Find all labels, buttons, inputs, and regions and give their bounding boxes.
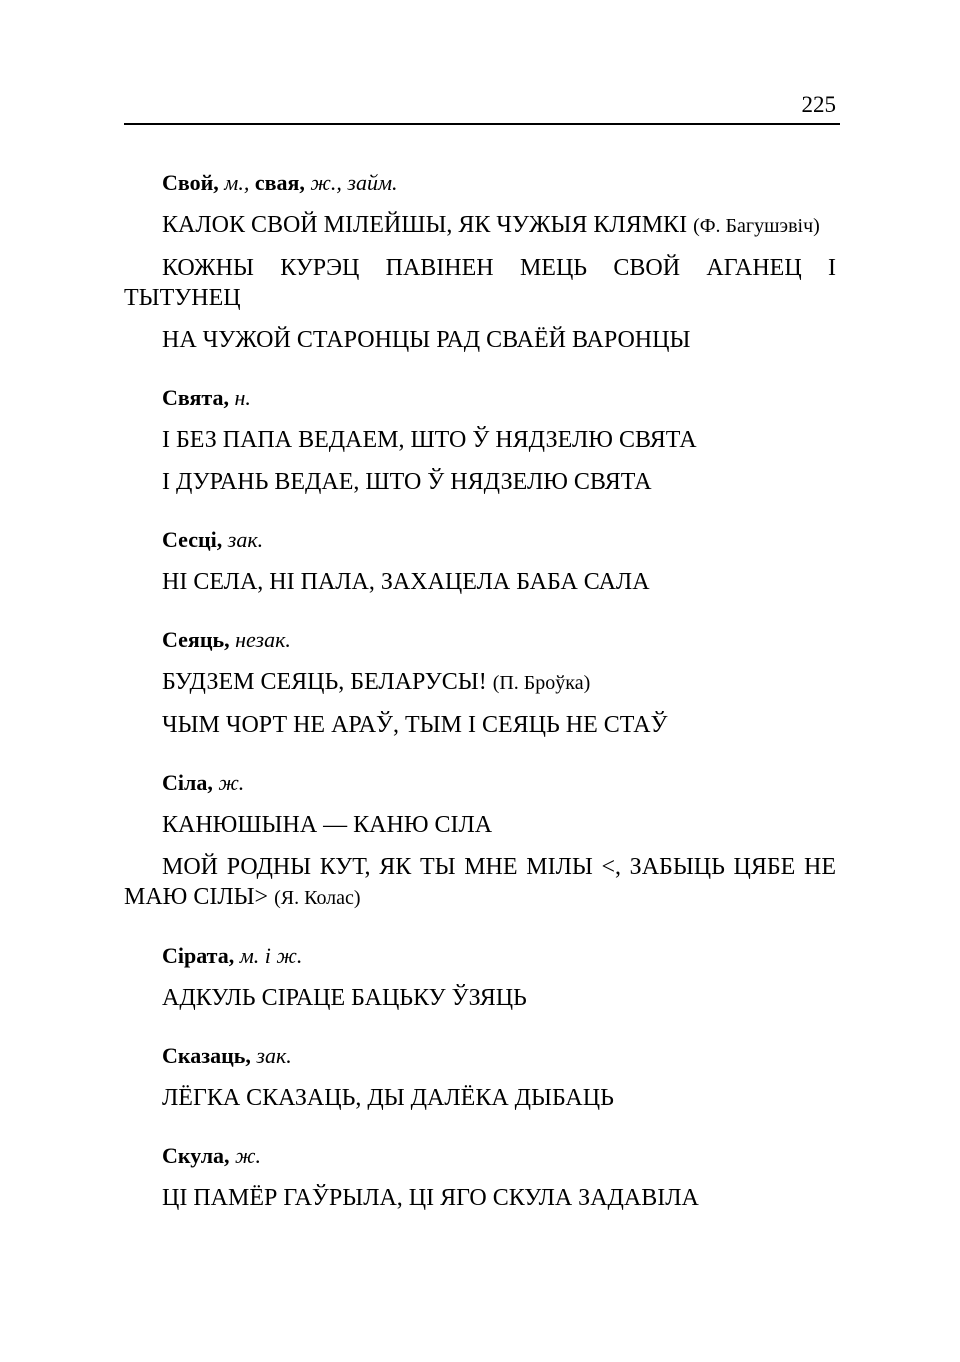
dictionary-entry: [124, 625, 836, 740]
headword: Сірата,: [162, 943, 235, 968]
headword: Свой,: [162, 170, 219, 195]
grammar-label: м. і ж.: [239, 943, 303, 968]
dictionary-entry: [124, 1141, 836, 1213]
example-proverb: КАЛОК СВОЙ МІЛЕЙШЫ, ЯК ЧУЖЫЯ КЛЯМКІ (Ф. Багушэвіч): [162, 212, 820, 238]
example-proverb: МОЙ РОДНЫ КУТ, ЯК ТЫ МНЕ МІЛЫ <, ЗАБЫЦЬ ЦЯБЕ НЕ МАЮ СІЛЫ> (Я. Колас): [124, 854, 836, 910]
headword: Сеяць,: [162, 627, 230, 652]
headword-feminine: свая,: [254, 170, 305, 195]
example-proverb: І ДУРАНЬ ВЕДАЕ, ШТО Ў НЯДЗЕЛЮ СВЯТА: [162, 469, 652, 495]
example-proverb: АДКУЛЬ СІРАЦЕ БАЦЬКУ ЎЗЯЦЬ: [162, 985, 527, 1011]
grammar-label-feminine: ж., займ.: [310, 170, 398, 195]
grammar-label: зак.: [227, 527, 264, 552]
dictionary-entry: [124, 525, 836, 597]
headword: Сіла,: [162, 770, 213, 795]
example-proverb: ЛЁГКА СКАЗАЦЬ, ДЫ ДАЛЁКА ДЫБАЦЬ: [162, 1085, 614, 1111]
dictionary-entry: [124, 168, 836, 355]
example-source: (Ф. Багушэвіч): [693, 215, 820, 237]
example-proverb: НА ЧУЖОЙ СТАРОНЦЫ РАД СВАЁЙ ВАРОНЦЫ: [162, 327, 691, 353]
entry-heading: [124, 625, 836, 655]
dictionary-entry: [124, 941, 836, 1013]
headword: Скула,: [162, 1143, 230, 1168]
grammar-label: м.,: [224, 170, 250, 195]
example-source: (Я. Колас): [274, 887, 361, 909]
headword: Сесці,: [162, 527, 223, 552]
headword: Свята,: [162, 385, 229, 410]
example-proverb: БУДЗЕМ СЕЯЦЬ, БЕЛАРУСЫ! (П. Броўка): [162, 669, 591, 695]
example-proverb: КАНЮШЫНА — КАНЮ СІЛА: [162, 812, 493, 838]
grammar-label: зак.: [256, 1043, 292, 1068]
entries-list: [124, 160, 836, 1213]
dictionary-entry: [124, 383, 836, 497]
page-number: 225: [801, 92, 836, 117]
example-proverb: НІ СЕЛА, НІ ПАЛА, ЗАХАЦЕЛА БАБА САЛА: [162, 569, 650, 595]
headword: Сказаць,: [162, 1043, 251, 1068]
example-proverb: І БЕЗ ПАПА ВЕДАЕМ, ШТО Ў НЯДЗЕЛЮ СВЯТА: [162, 427, 697, 453]
entry-heading: [124, 383, 836, 413]
entry-heading: [124, 1041, 836, 1071]
header-rule: [124, 123, 840, 125]
entry-heading: [124, 941, 836, 971]
dictionary-entry: [124, 768, 836, 913]
example-source: (П. Броўка): [492, 672, 591, 694]
grammar-label: ж.: [218, 770, 245, 795]
entry-heading: [124, 1141, 836, 1171]
grammar-label: незак.: [235, 627, 291, 652]
entry-heading: [124, 768, 836, 798]
grammar-label: н.: [234, 385, 251, 410]
dictionary-entry: [124, 1041, 836, 1113]
grammar-label: ж.: [235, 1143, 262, 1168]
example-proverb: КОЖНЫ КУРЭЦ ПАВІНЕН МЕЦЬ СВОЙ АГАНЕЦ І ТЫТУНЕЦ: [124, 255, 836, 311]
entry-heading: [124, 525, 836, 555]
example-proverb: ЧЫМ ЧОРТ НЕ АРАЎ, ТЫМ І СЕЯЦЬ НЕ СТАЎ: [162, 712, 668, 738]
example-proverb: ЦІ ПАМЁР ГАЎРЫЛА, ЦІ ЯГО СКУЛА ЗАДАВІЛА: [162, 1185, 699, 1211]
entry-heading: [124, 168, 836, 198]
